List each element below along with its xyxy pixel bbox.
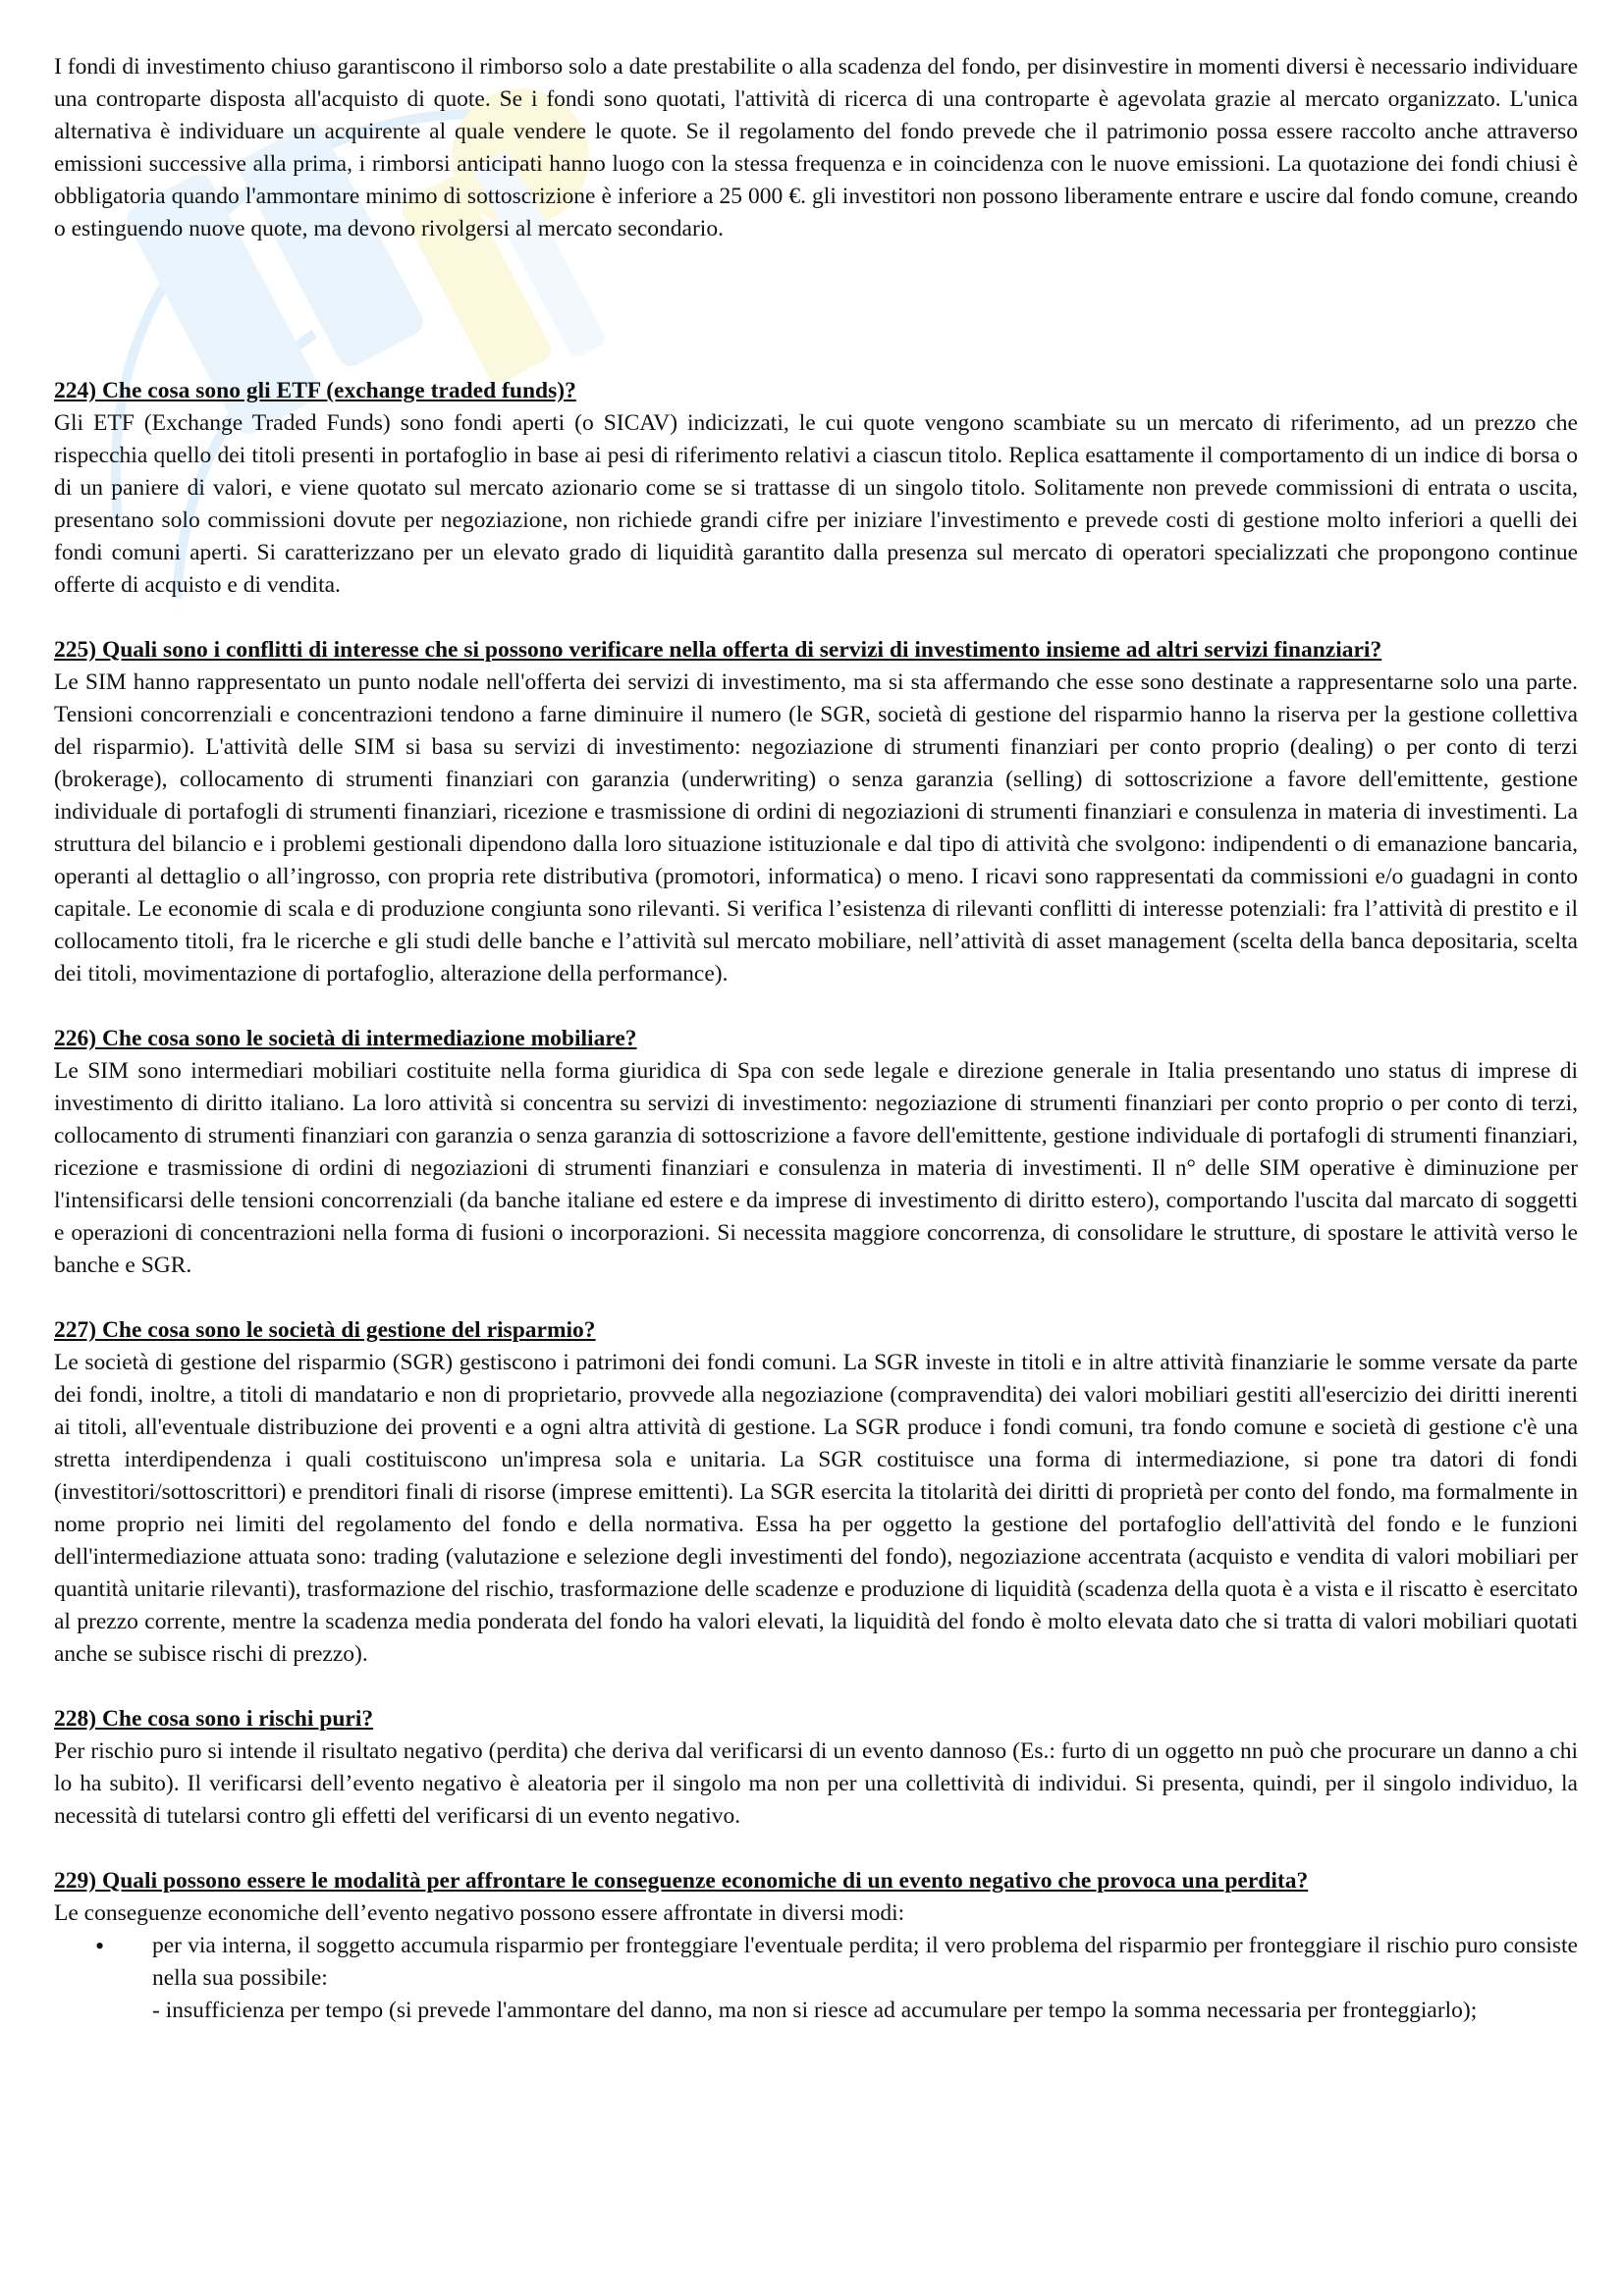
section-228: [54, 1703, 1578, 1833]
answer-paragraph: Le SIM sono intermediari mobiliari costituite nella forma giuridica di Spa con sede legale e direzione generale in Italia presentando uno status di imprese di investimento di diritto italiano. La loro attività si concentra su servizi di investimento: negoziazione di strumenti finanziari per conto proprio o per conto di terzi, collocamento di strumenti finanziari con garanzia o senza garanzia di sottoscrizione a favore dell'emittente, gestione individuale di portafogli di strumenti finanziari, ricezione e trasmissione di ordini di negoziazioni di strumenti finanziari e consulenza in materia di investimenti. Il n° delle SIM operative è diminuzione per l'intensificarsi delle tensioni concorrenziali (da banche italiane ed estere e da imprese di investimento di diritto estero), comportando l'uscita dal marcato di soggetti e operazioni di concentrazioni nella forma di fusioni o incorporazioni. Si necessita maggiore concorrenza, di consolidare le strutture, di spostare le attività verso le banche e SGR.: [54, 1058, 1578, 1278]
intro-paragraph: I fondi di investimento chiuso garantiscono il rimborso solo a date prestabilite o alla scadenza del fondo, per disinvestire in momenti diversi è necessario individuare una controparte disposta all'acquisto di quote. Se i fondi sono quotati, l'attività di ricerca di una controparte è agevolata grazie al mercato organizzato. L'unica alternativa è individuare un acquirente al quale vendere le quote. Se il regolamento del fondo prevede che il patrimonio possa essere raccolto anche attraverso emissioni successive alla prima, i rimborsi anticipati hanno luogo con la stessa frequenza e in coincidenza con le nuove emissioni. La quotazione dei fondi chiusi è obbligatoria quando l'ammontare minimo di sottoscrizione è inferiore a 25 000 €. gli investitori non possono liberamente entrare e uscire dal fondo comune, creando o estinguendo nuove quote, ma devono rivolgersi al mercato secondario.: [54, 54, 1578, 241]
list-item: [54, 1930, 1578, 2027]
question-heading: 225) Quali sono i conflitti di interesse che si possono verificare nella offerta di servizi di investimento insieme ad altri servizi finanziari?: [54, 637, 1382, 663]
answer-paragraph: Le società di gestione del risparmio (SGR) gestiscono i patrimoni dei fondi comuni. La SGR investe in titoli e in altre attività finanziarie le somme versate da parte dei fondi, inoltre, a titoli di mandatario e non di proprietario, provvede alla negoziazione (compravendita) dei valori mobiliari gestiti all'esercizio dei diritti inerenti ai titoli, all'eventuale distribuzione dei proventi e a ogni altra attività di gestione. La SGR produce i fondi comuni, tra fondo comune e società di gestione c'è una stretta interdipendenza i quali costituiscono un'impresa sola e unitaria. La SGR costituisce una forma di intermediazione, si pone tra datori di fondi (investitori/sottoscrittori) e prenditori finali di risorse (imprese emittenti). La SGR esercita la titolarità dei diritti di proprietà per conto del fondo, ma formalmente in nome proprio nei limiti del regolamento del fondo e della normativa. Essa ha per oggetto la gestione del portafoglio dell'attività del fondo e le funzioni dell'intermediazione attuata sono: trading (valutazione e selezione degli investimenti del fondo), negoziazione accentrata (acquisto e vendita di valori mobiliari per quantità unitarie rilevanti), trasformazione del rischio, trasformazione delle scadenze e produzione di liquidità (scadenza della quota è a vista e il riscatto è esercitato al prezzo corrente, mentre la scadenza media ponderata del fondo ha valori elevati, la liquidità del fondo è molto elevata dato che si tratta di valori mobiliari quotati anche se subisce rischi di prezzo).: [54, 1350, 1578, 1667]
bullet-subtext: - insufficienza per tempo (si prevede l'ammontare del danno, ma non si riesce ad accumulare per tempo la somma necessaria per fronteggiarlo);: [152, 1998, 1478, 2023]
section-224: [54, 375, 1578, 602]
question-heading: 228) Che cosa sono i rischi puri?: [54, 1706, 374, 1732]
blank-space: [54, 245, 1578, 375]
section-227: [54, 1314, 1578, 1671]
question-heading: 226) Che cosa sono le società di intermediazione mobiliare?: [54, 1026, 637, 1051]
bullet-list: [54, 1930, 1578, 2027]
answer-paragraph: Gli ETF (Exchange Traded Funds) sono fondi aperti (o SICAV) indicizzati, le cui quote vengono scambiate su un mercato di riferimento, ad un prezzo che rispecchia quello dei titoli presenti in portafoglio in base ai pesi di riferimento relativi a ciascun titolo. Replica esattamente il comportamento di un indice di borsa o di un paniere di valori, e viene quotato sul mercato azionario come se si trattasse di un singolo titolo. Solitamente non prevede commissioni di entrata o uscita, presentano solo commissioni dovute per negoziazione, non richiede grandi cifre per iniziare l'investimento e prevede costi di gestione molto inferiori a quelli dei fondi comuni aperti. Si caratterizzano per un elevato grado di liquidità garantito dalla presenza sul mercato di operatori specializzati che propongono continue offerte di acquisto e di vendita.: [54, 410, 1578, 598]
bullet-text: per via interna, il soggetto accumula risparmio per fronteggiare l'eventuale perdita; il vero problema del risparmio per fronteggiare il rischio puro consiste nella sua possibile:: [152, 1933, 1578, 1991]
answer-paragraph: Le SIM hanno rappresentato un punto nodale nell'offerta dei servizi di investimento, ma si sta affermando che esse sono destinate a rappresentarne solo una parte. Tensioni concorrenziali e concentrazioni tendono a farne diminuire il numero (le SGR, società di gestione del risparmio hanno la riserva per la gestione collettiva del risparmio). L'attività delle SIM si basa su servizi di investimento: negoziazione di strumenti finanziari per conto proprio (dealing) o per conto di terzi (brokerage), collocamento di strumenti finanziari con garanzia (underwriting) o senza garanzia (selling) di sottoscrizione a favore dell'emittente, gestione individuale di portafogli di strumenti finanziari, ricezione e trasmissione di ordini di negoziazioni di strumenti finanziari e consulenza in materia di investimenti. La struttura del bilancio e i problemi gestionali dipendono dalla loro situazione istituzionale e dal tipo di attività che svolgono: indipendenti o di emanazione bancaria, operanti al dettaglio o all’ingrosso, con propria rete distributiva (promotori, informatica) o meno. I ricavi sono rappresentati da commissioni e/o guadagni in conto capitale. Le economie di scala e di produzione congiunta sono rilevanti. Si verifica l’esistenza di rilevanti conflitti di interesse potenziali: fra l’attività di prestito e il collocamento titoli, fra le ricerche e gli studi delle banche e l’attività sul mercato mobiliare, nell’attività di asset management (scelta della banca depositaria, scelta dei titoli, movimentazione di portafoglio, alterazione della performance).: [54, 669, 1578, 987]
question-heading: 224) Che cosa sono gli ETF (exchange traded funds)?: [54, 378, 576, 403]
section-229: [54, 1865, 1578, 2027]
section-226: [54, 1023, 1578, 1282]
document-page: [54, 51, 1578, 2027]
question-heading: 227) Che cosa sono le società di gestione del risparmio?: [54, 1317, 596, 1343]
answer-intro: Le conseguenze economiche dell’evento negativo possono essere affrontate in diversi modi:: [54, 1900, 905, 1926]
bullet-icon: •: [95, 1932, 105, 1960]
answer-paragraph: Per rischio puro si intende il risultato negativo (perdita) che deriva dal verificarsi di un evento dannoso (Es.: furto di un oggetto nn può che procurare un danno a chi lo ha subito). Il verificarsi dell’evento negativo è aleatoria per il singolo ma non per una collettività di individui. Si presenta, quindi, per il singolo individuo, la necessità di tutelarsi contro gli effetti del verificarsi di un evento negativo.: [54, 1738, 1578, 1829]
question-heading: 229) Quali possono essere le modalità per affrontare le conseguenze economiche di un evento negativo che provoca una perdita?: [54, 1868, 1309, 1894]
section-225: [54, 634, 1578, 990]
